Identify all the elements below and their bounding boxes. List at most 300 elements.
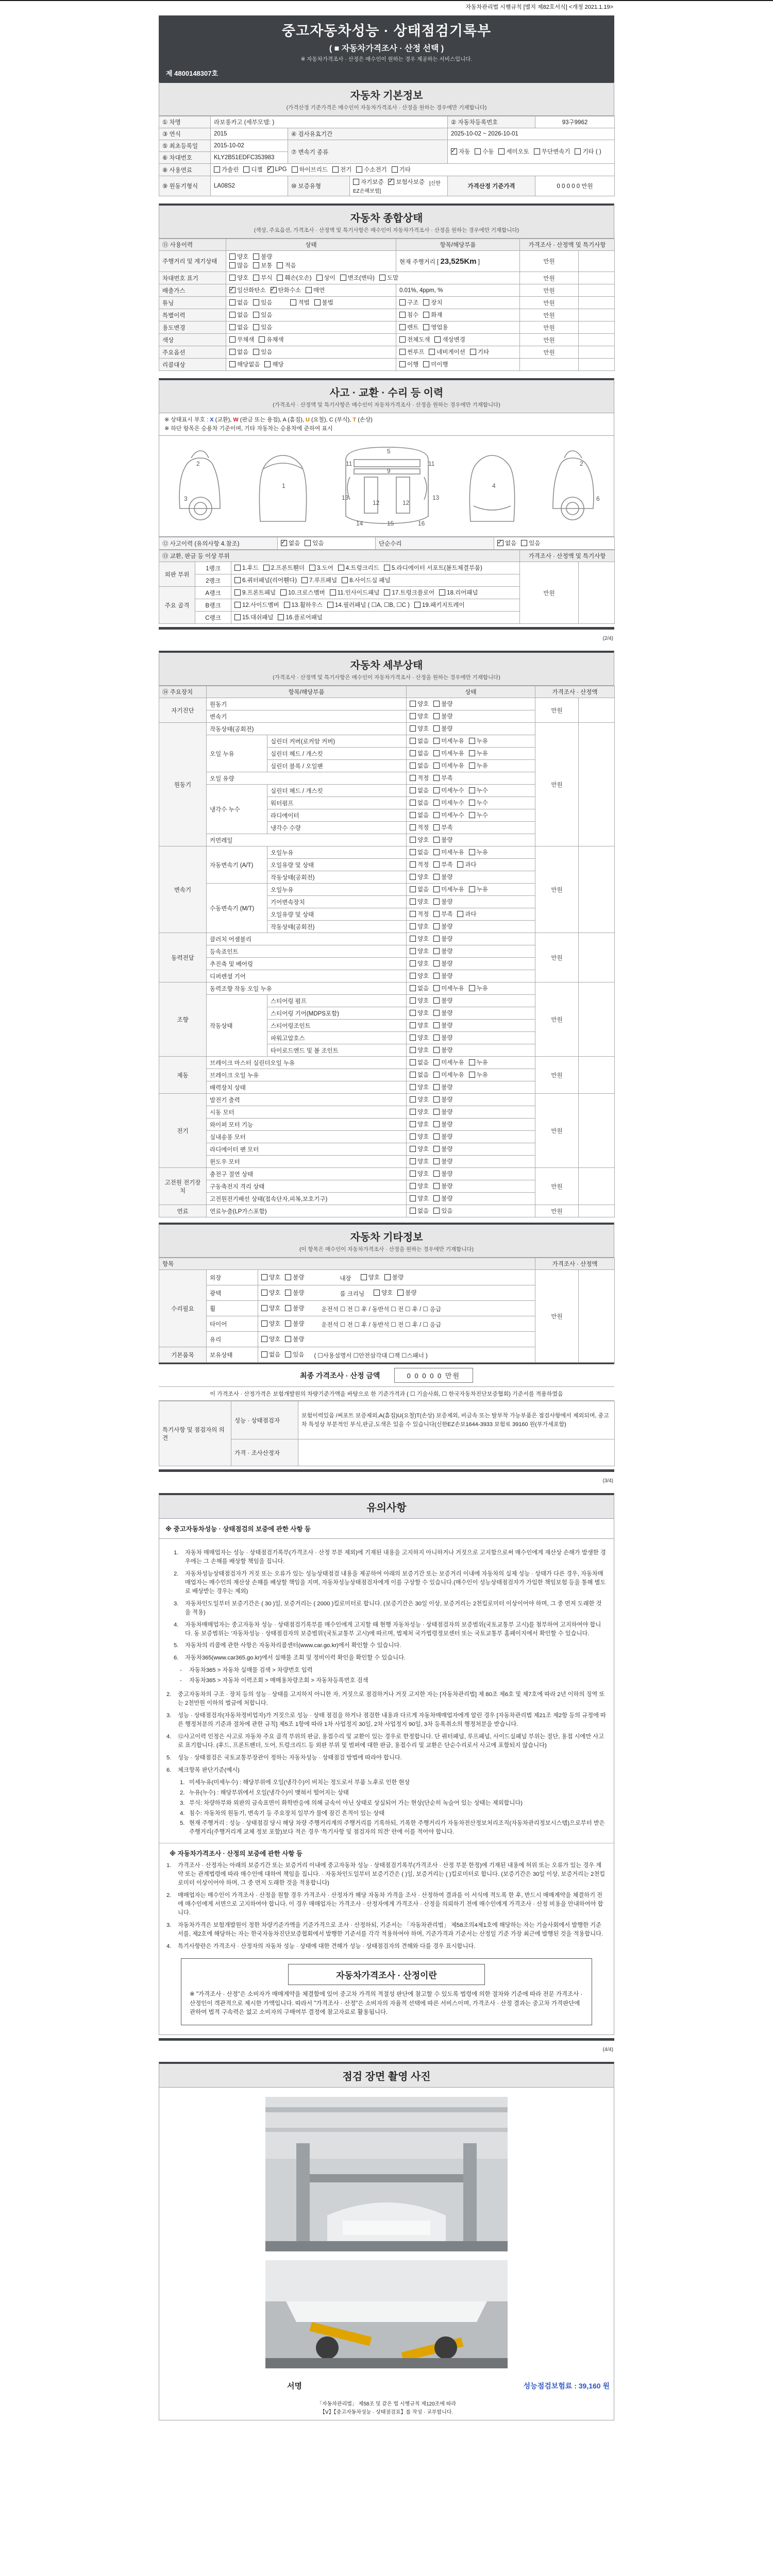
checkbox[interactable] <box>469 762 475 769</box>
check-label: 누유 <box>476 738 488 744</box>
state-line <box>229 261 393 270</box>
checkbox[interactable] <box>305 540 311 546</box>
checkbox[interactable] <box>433 874 440 880</box>
checkbox[interactable] <box>433 800 440 806</box>
check-label: 불량 <box>441 874 453 880</box>
device-group-label: 조향 <box>159 982 207 1057</box>
check-option <box>410 1108 429 1116</box>
state-cell <box>407 834 535 846</box>
checkbox[interactable] <box>338 565 344 571</box>
checkbox[interactable] <box>410 1084 416 1090</box>
check-group <box>399 301 447 307</box>
checkbox[interactable] <box>399 336 406 343</box>
checkbox[interactable] <box>469 1059 475 1065</box>
checkbox[interactable] <box>384 1274 391 1280</box>
checkbox[interactable] <box>285 1290 291 1296</box>
checkbox[interactable] <box>253 253 259 260</box>
checkbox[interactable] <box>433 1047 440 1053</box>
check-group <box>410 801 493 807</box>
checkbox[interactable] <box>410 1047 416 1053</box>
checkbox[interactable] <box>229 312 236 318</box>
note-cell <box>579 321 615 334</box>
checkbox[interactable] <box>433 812 440 818</box>
state-cell <box>407 958 535 970</box>
checkbox[interactable] <box>253 275 259 281</box>
checkbox[interactable] <box>399 312 406 318</box>
checkbox[interactable] <box>410 1195 416 1201</box>
checkbox[interactable] <box>439 589 445 596</box>
checkbox[interactable] <box>433 787 440 793</box>
checkbox[interactable] <box>410 812 416 818</box>
price-cell: 만원 <box>535 1270 579 1363</box>
checkbox[interactable] <box>433 1171 440 1177</box>
diagram-part-number: 12 <box>402 499 410 506</box>
check-label: 양호 <box>381 1290 393 1296</box>
checkbox[interactable] <box>259 336 265 343</box>
checkbox[interactable] <box>410 1183 416 1189</box>
checkbox[interactable] <box>423 361 429 367</box>
checkbox[interactable] <box>433 1096 440 1103</box>
checkbox[interactable] <box>423 324 429 330</box>
checkbox[interactable] <box>234 614 241 620</box>
checkbox[interactable] <box>361 1274 367 1280</box>
checkbox[interactable] <box>314 299 321 306</box>
checkbox[interactable] <box>229 299 236 306</box>
checkbox[interactable] <box>414 602 421 608</box>
checkbox[interactable] <box>433 1183 440 1189</box>
checkbox[interactable] <box>433 762 440 769</box>
checkbox[interactable] <box>229 361 236 367</box>
item-cell <box>396 251 520 272</box>
checkbox[interactable] <box>253 349 259 355</box>
checkbox[interactable] <box>410 911 416 917</box>
checkbox[interactable] <box>451 148 457 155</box>
checkbox[interactable] <box>267 166 274 173</box>
checkbox[interactable] <box>433 1195 440 1201</box>
checkbox[interactable] <box>399 349 406 355</box>
checkbox[interactable] <box>264 361 271 367</box>
checkbox[interactable] <box>330 589 336 596</box>
notice-subitem <box>180 1809 607 1818</box>
checkbox[interactable] <box>433 1084 440 1090</box>
notice-item-text: 자동차성능상태점검자가 거짓 또는 오류가 있는 성능상태점검 내용을 제공하여 아래의 보증기간 또는 보증거리 이내에 자동차의 실제 성능 · 상태가 다른 경우, 자동차매매업자는 매수인의 재산상 손해를 배상할 책임을 지며, 자동차성능상태점검자에게 이를 구상할 수 있습니다.(매수인이 성능상태점검자가 가입한 책임보험 등을 통해 별도로 배상받는 경우는 제외) <box>185 1570 606 1595</box>
check-option <box>433 848 464 856</box>
checkbox[interactable] <box>410 713 416 719</box>
checkbox[interactable] <box>433 713 440 719</box>
notice-subitem-text: 침수: 자동차의 원동기, 변속기 등 주요장치 일부가 물에 잠긴 흔적이 있는 상태 <box>189 1810 385 1817</box>
checkbox[interactable] <box>384 589 390 596</box>
field-label: ④ 검사유효기간 <box>288 128 448 140</box>
checkbox[interactable] <box>534 148 540 155</box>
checkbox[interactable] <box>457 861 463 868</box>
signature-row <box>159 2373 614 2393</box>
checkbox[interactable] <box>433 849 440 855</box>
checkbox[interactable] <box>410 960 416 967</box>
checkbox[interactable] <box>410 837 416 843</box>
item-label: 라디에이터 팬 모터 <box>207 1143 407 1156</box>
check-group <box>234 579 395 585</box>
notice-item-number: 2. <box>174 1570 179 1577</box>
check-group <box>410 739 493 745</box>
check-label: 수동 <box>482 149 494 155</box>
checkbox[interactable] <box>397 1290 404 1296</box>
checkbox[interactable] <box>410 762 416 769</box>
check-label: 5.라디에이터 서포트(볼트체결부품) <box>391 565 482 571</box>
checkbox[interactable] <box>410 936 416 942</box>
checkbox[interactable] <box>433 701 440 707</box>
check-label: 불량 <box>441 726 453 732</box>
check-label: 수소전기 <box>364 167 387 173</box>
check-option <box>229 360 260 368</box>
checkbox[interactable] <box>410 800 416 806</box>
check-label: 없음 <box>417 887 429 893</box>
checkbox[interactable] <box>410 1133 416 1140</box>
section-detail <box>159 651 614 686</box>
checkbox[interactable] <box>285 1320 291 1327</box>
checkbox[interactable] <box>410 701 416 707</box>
check-label: 적법 <box>298 300 310 306</box>
checkbox[interactable] <box>433 725 440 732</box>
notice-item-text: 중고자동차의 구조 · 장치 등의 성능 · 상태를 고지하지 아니한 자, 거짓으로 점검하거나 거짓 고지한 자는 [자동차관리법] 제 80조 제6호 및 제7호에 따라 2년 이하의 징역 또는 2천만원 이하의 벌금에 처합니다. <box>178 1691 605 1707</box>
checkbox[interactable] <box>433 1010 440 1016</box>
diagram-part-number: 11 <box>346 460 352 467</box>
diagram-part-number: 16 <box>418 520 425 527</box>
checkbox[interactable] <box>379 275 385 281</box>
checkbox[interactable] <box>433 911 440 917</box>
checkbox[interactable] <box>433 861 440 868</box>
checkbox[interactable] <box>392 166 398 173</box>
checkbox[interactable] <box>332 166 339 173</box>
notice-item <box>166 1711 607 1729</box>
checkbox[interactable] <box>433 1158 440 1164</box>
checkbox[interactable] <box>410 1096 416 1103</box>
checkbox[interactable] <box>469 1072 475 1078</box>
checkbox[interactable] <box>433 985 440 991</box>
price-cell: 만원 <box>520 251 579 272</box>
checkbox[interactable] <box>410 738 416 744</box>
checkbox[interactable] <box>433 837 440 843</box>
checkbox[interactable] <box>433 1208 440 1214</box>
notice-subitem-text: 현재 주행거리 : 성능 · 상태점검 당시 해당 차량 주행거리계의 주행거리를 기록하되, 기록한 주행거리가 자동차전산정보처리조직(자동차관리정보시스템)으로부터 받은 주행거리(주행거리계 교체 정보 포함)보다 적은 경우 '특기사항 및 점검자의 의견' 란에 이를 적어야 합니다. <box>189 1820 605 1836</box>
checkbox[interactable] <box>285 1305 291 1311</box>
checkbox[interactable] <box>229 349 236 355</box>
checkbox[interactable] <box>243 166 249 173</box>
notice-item-number: 6. <box>166 1767 172 1773</box>
check-option <box>384 588 434 597</box>
etc-content-cell <box>258 1316 535 1332</box>
field-label: ⑤ 최초등록일 <box>159 140 211 152</box>
notice-item <box>166 1766 607 1775</box>
checkbox[interactable] <box>261 1305 267 1311</box>
checkbox[interactable] <box>277 275 283 281</box>
check-group <box>410 1036 457 1042</box>
checkbox[interactable] <box>285 1351 291 1358</box>
checkbox[interactable] <box>410 1121 416 1127</box>
checkbox[interactable] <box>285 1336 291 1342</box>
check-option <box>457 910 476 918</box>
checkbox[interactable] <box>261 1336 267 1342</box>
page-break <box>159 627 614 648</box>
checkbox[interactable] <box>469 849 475 855</box>
diagram-part-number: 2 <box>196 460 200 467</box>
check-option <box>263 564 305 572</box>
checkbox[interactable] <box>340 275 346 281</box>
checkbox[interactable] <box>433 1072 440 1078</box>
panel-parts-cell <box>231 612 520 624</box>
checkbox[interactable] <box>234 565 241 571</box>
checkbox[interactable] <box>410 750 416 756</box>
checkbox[interactable] <box>234 577 241 583</box>
check-group <box>410 925 457 931</box>
checkbox[interactable] <box>410 1022 416 1028</box>
checkbox[interactable] <box>214 166 220 173</box>
checkbox[interactable] <box>410 874 416 880</box>
checkbox[interactable] <box>433 1059 440 1065</box>
check-option <box>410 1033 429 1042</box>
diagram-part-number: 13 <box>342 494 349 501</box>
checkbox[interactable] <box>284 602 290 608</box>
state-cell <box>407 1057 535 1069</box>
price-cell: 만원 <box>535 1057 579 1094</box>
notice-item-text: 가격조사 · 산정자는 아래의 보증기간 또는 보증거리 이내에 중고자동차 성능 · 상태점검기록부(가격조사 · 산정 부분 한정)에 기재된 내용에 허위 또는 오류가 있는 경우 계약 또는 관계법령에 따라 매수인에 대하여 책임을 집니다. · 자동차인도일부터 보증기간은 ( )일, 보증거리는 ( )킬로미터로 합니다. (보증기간은 30일 이상, 보증거리는 2천킬로미터 이상이어야 하며, 그 중 먼저 도래한 것을 적용합니다) <box>178 1862 606 1887</box>
checkbox[interactable] <box>410 1010 416 1016</box>
checkbox[interactable] <box>253 324 259 330</box>
checkbox[interactable] <box>433 1121 440 1127</box>
checkbox[interactable] <box>261 1320 267 1327</box>
checkbox[interactable] <box>342 577 348 583</box>
checkbox[interactable] <box>399 324 406 330</box>
checkbox[interactable] <box>410 899 416 905</box>
checkbox[interactable] <box>410 1158 416 1164</box>
accident-history-options <box>278 537 376 550</box>
checkbox[interactable] <box>433 1133 440 1140</box>
checkbox[interactable] <box>277 262 283 268</box>
checkbox[interactable] <box>410 1109 416 1115</box>
table-row <box>159 359 615 371</box>
checkbox[interactable] <box>353 179 359 185</box>
checkbox[interactable] <box>410 1059 416 1065</box>
table-row <box>159 309 615 321</box>
checkbox[interactable] <box>281 540 287 546</box>
checkbox[interactable] <box>469 812 475 818</box>
checkbox[interactable] <box>410 725 416 732</box>
checkbox[interactable] <box>253 312 259 318</box>
check-label: 없음 <box>237 325 249 331</box>
checkbox[interactable] <box>234 589 241 596</box>
checkbox[interactable] <box>410 787 416 793</box>
checkbox[interactable] <box>423 312 429 318</box>
check-option <box>342 576 390 584</box>
diagram-part-number: 9 <box>387 467 391 474</box>
notice-item-number: 4. <box>166 1733 172 1740</box>
check-option <box>410 959 429 968</box>
checkbox[interactable] <box>410 886 416 892</box>
checkbox[interactable] <box>410 861 416 868</box>
item-label: 워터펌프 <box>267 797 407 809</box>
checkbox[interactable] <box>410 997 416 1004</box>
extra-options-text: ( ☐사용설명서 ☐안전삼각대 ☐잭 ☐스패너 ) <box>314 1352 428 1359</box>
checkbox[interactable] <box>410 1146 416 1152</box>
checkbox[interactable] <box>261 1274 267 1280</box>
checkbox[interactable] <box>410 948 416 954</box>
checkbox[interactable] <box>575 148 581 155</box>
checkbox[interactable] <box>475 148 481 155</box>
checkbox[interactable] <box>410 973 416 979</box>
check-group <box>410 863 481 869</box>
notice-item-text: ⑫사고이력 인정은 사고로 자동차 주요 골격 부위의 판금, 용접수리 및 교환이 있는 경우로 한정합니다. 단 쿼터패널, 루프패널, 사이드실패널 부위는 절단, 용접 시에만 사고로 표기합니다. (후드, 프론트펜더, 도어, 트렁크리드 등 외판 부위 및 범퍼에 대한 판금, 용접수리 및 교환은 단순수리로서 사고에 포함되지 않습니다) <box>178 1733 604 1749</box>
checkbox[interactable] <box>229 336 236 343</box>
checkbox[interactable] <box>498 148 505 155</box>
check-label: 양호 <box>417 1109 429 1115</box>
checkbox[interactable] <box>384 565 390 571</box>
item-label: 오일 유량 <box>207 772 407 785</box>
notice-item <box>174 1549 607 1566</box>
check-group <box>410 900 457 906</box>
checkbox[interactable] <box>410 1035 416 1041</box>
checkbox[interactable] <box>229 253 236 260</box>
checkbox[interactable] <box>374 1290 380 1296</box>
checkbox[interactable] <box>433 775 440 781</box>
notice-item-text: 성능 · 상태점검자(자동차정비업자)가 거짓으로 성능 · 상태 점검을 하거나 점검한 내용과 다르게 자동차매매업자에게 알린 경우 [자동차관리법 제21조 제2항 등의 규정에 따른 행정처분의 기준과 절차에 관한 규칙] 제5조 1항에 따라 1차 사업정지 30일, 2차 사업정지 90일, 3차 등록취소의 행정처분을 받습니다. <box>178 1713 606 1727</box>
check-option <box>234 564 259 572</box>
checkbox[interactable] <box>306 287 312 293</box>
usage-item-label: 색상 <box>159 334 226 346</box>
notice-subitem-number: - <box>180 1667 182 1674</box>
checkbox[interactable] <box>309 565 315 571</box>
checkbox[interactable] <box>234 602 241 608</box>
checkbox[interactable] <box>470 349 476 355</box>
state-cell <box>407 1193 535 1205</box>
checkbox[interactable] <box>469 800 475 806</box>
checkbox[interactable] <box>410 1208 416 1214</box>
state-cell <box>407 1081 535 1094</box>
checkbox[interactable] <box>229 287 236 293</box>
checkbox[interactable] <box>261 1351 267 1358</box>
checkbox[interactable] <box>410 849 416 855</box>
checkbox[interactable] <box>457 911 463 917</box>
check-option <box>410 910 429 918</box>
checkbox[interactable] <box>399 299 406 306</box>
check-label: 해당 <box>272 362 284 368</box>
checkbox[interactable] <box>433 1109 440 1115</box>
checkbox[interactable] <box>433 824 440 831</box>
checkbox[interactable] <box>433 936 440 942</box>
checkbox[interactable] <box>253 299 259 306</box>
checkbox[interactable] <box>316 275 323 281</box>
checkbox[interactable] <box>469 985 475 991</box>
state-cell <box>407 1131 535 1143</box>
checkbox[interactable] <box>433 1146 440 1152</box>
basic-info-table <box>159 116 615 196</box>
checkbox[interactable] <box>433 750 440 756</box>
checkbox[interactable] <box>469 750 475 756</box>
rank-label: 2랭크 <box>195 574 231 587</box>
table-row <box>159 297 615 309</box>
checkbox[interactable] <box>433 948 440 954</box>
checkbox[interactable] <box>229 275 236 281</box>
page-title: 중고자동차성능 · 상태점검기록부 <box>281 23 492 39</box>
check-label: 양호 <box>417 726 429 732</box>
checkbox[interactable] <box>410 824 416 831</box>
checkbox[interactable] <box>469 886 475 892</box>
checkbox[interactable] <box>433 1035 440 1041</box>
checkbox[interactable] <box>410 1072 416 1078</box>
checkbox[interactable] <box>280 589 287 596</box>
extra-options-text: 운전석 ☐ 전 ☐ 후 / 동반석 ☐ 전 ☐ 후 / ☐ 응급 <box>321 1321 442 1328</box>
checkbox[interactable] <box>301 577 308 583</box>
checkbox[interactable] <box>229 262 236 268</box>
checkbox[interactable] <box>410 1171 416 1177</box>
checkbox[interactable] <box>433 973 440 979</box>
check-option <box>234 601 279 609</box>
checkbox[interactable] <box>263 565 270 571</box>
check-label: 없음 <box>269 1351 281 1358</box>
checkbox[interactable] <box>229 324 236 330</box>
checkbox[interactable] <box>433 923 440 929</box>
check-label: 양호 <box>417 714 429 720</box>
checkbox[interactable] <box>410 985 416 991</box>
checkbox[interactable] <box>433 1022 440 1028</box>
checkbox[interactable] <box>429 349 435 355</box>
panel-group-label: 외판 부위 <box>159 562 195 587</box>
notice-item <box>174 1600 607 1617</box>
checkbox[interactable] <box>410 775 416 781</box>
checkbox[interactable] <box>292 166 298 173</box>
check-group <box>399 338 470 344</box>
check-option <box>433 1145 452 1153</box>
checkbox[interactable] <box>261 1290 267 1296</box>
checkbox[interactable] <box>399 361 406 367</box>
checkbox[interactable] <box>469 738 475 744</box>
checkbox[interactable] <box>285 1274 291 1280</box>
checkbox[interactable] <box>290 299 296 306</box>
state-line <box>229 323 393 332</box>
item-label: 배력장치 상태 <box>207 1081 407 1094</box>
checkbox[interactable] <box>433 899 440 905</box>
check-option <box>229 311 248 319</box>
check-label: 없음 <box>417 986 429 992</box>
checkbox[interactable] <box>433 997 440 1004</box>
checkbox[interactable] <box>253 262 259 268</box>
state-cell <box>407 995 535 1007</box>
checkbox[interactable] <box>433 960 440 967</box>
checkbox[interactable] <box>410 923 416 929</box>
diagram-part-number: 5 <box>387 448 391 455</box>
checkbox[interactable] <box>434 336 441 343</box>
check-label: 양호 <box>269 1305 281 1312</box>
item-label: 원동기 <box>207 698 407 710</box>
checkbox[interactable] <box>433 886 440 892</box>
checkbox[interactable] <box>423 299 429 306</box>
check-option <box>399 311 418 319</box>
check-option <box>451 147 470 156</box>
checkbox[interactable] <box>469 787 475 793</box>
checkbox[interactable] <box>388 179 394 185</box>
checkbox[interactable] <box>327 602 333 608</box>
check-label: 불량 <box>441 973 453 979</box>
checkbox[interactable] <box>521 540 527 546</box>
checkbox[interactable] <box>278 614 284 620</box>
checkbox[interactable] <box>271 287 277 293</box>
check-group <box>234 616 327 622</box>
checkbox[interactable] <box>497 540 503 546</box>
check-option <box>332 165 351 174</box>
checkbox[interactable] <box>356 166 362 173</box>
check-option <box>410 984 429 992</box>
state-code-legend <box>159 413 614 436</box>
checkbox[interactable] <box>433 738 440 744</box>
item-label: 유리 <box>207 1332 258 1347</box>
